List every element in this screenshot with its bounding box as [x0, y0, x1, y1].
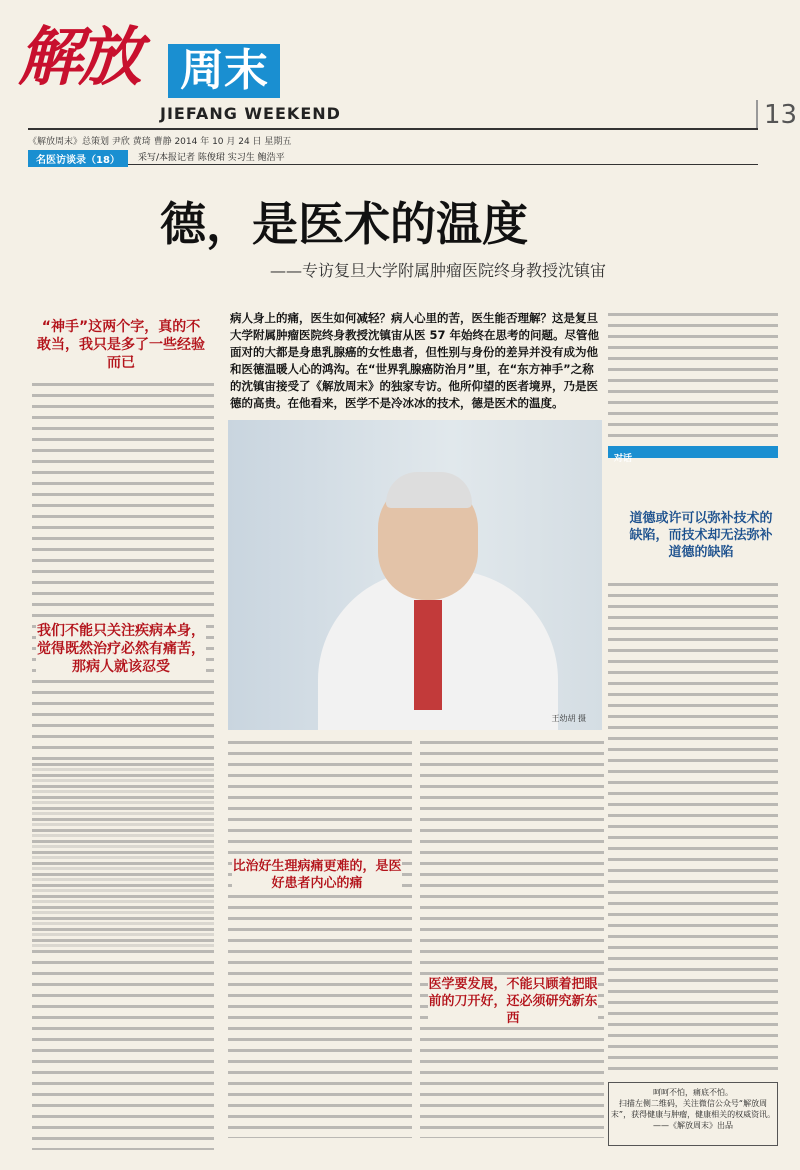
- subheadline: ——专访复旦大学附属肿瘤医院终身教授沈镇宙: [270, 261, 607, 280]
- dialogue-title: 道德或许可以弥补技术的缺陷，而技术却无法弥补道德的缺陷: [629, 511, 773, 560]
- dialogue-tag: [608, 446, 778, 464]
- lead-paragraph: 病人身上的痛，医生如何减轻？病人心里的苦，医生能否理解？这是复旦大学附属肿瘤医院终身教授沈镇宙从医 57 年始终在思考的问题。尽管他面对的大都是身患乳腺癌的女性患者，但性别与身份的差异并没有成为他和医德温暖人心的鸿沟。在“世界乳腺癌防治月”里，在“东方神手”之称的沈镇宙接受了《解放周末》的独家专访。他所仰望的医者境界，乃是医德的高贵。在他看来，医学不是冷冰冰的技术，德是医术的温度。: [230, 311, 600, 410]
- photo-credit: 王幼胡 摄: [551, 714, 586, 723]
- column-tag: 名医访谈录（18）: [28, 150, 128, 167]
- pull-quote-4: 医学要发展，不能只顾着把眼前的刀开好，还必须研究新东西: [428, 977, 598, 1026]
- dialogue-body: [608, 580, 778, 1070]
- promo-line-1: 呵呵不怕，痛底不怕。: [653, 1088, 733, 1097]
- pull-quote-3: 比治好生理病痛更难的，是医好患者内心的痛: [232, 859, 402, 891]
- newspaper-logo: 解放: [18, 20, 138, 95]
- byline: 采写/本报记者 陈俊珺 实习生 鲍浩平: [138, 153, 285, 163]
- column-header: [28, 150, 758, 165]
- dialogue-tag-label: 对话: [614, 454, 633, 464]
- portrait-photo: [228, 420, 602, 730]
- body-column-2: [32, 760, 214, 1150]
- headline: 德，是医术的温度: [160, 197, 528, 251]
- wechat-promo-box: [608, 1082, 778, 1146]
- weekend-english-name: JIEFANG WEEKEND: [160, 104, 341, 123]
- page-number: 13: [756, 100, 797, 130]
- body-column-5: [608, 310, 778, 440]
- promo-line-3: ——《解放周末》出品: [653, 1121, 733, 1130]
- promo-line-2: 扫描左侧二维码，关注微信公众号“解放周末”，获得健康与肿瘤，健康相关的权威资讯。: [610, 1099, 776, 1119]
- pull-quote-2: 我们不能只关注疾病本身，觉得既然治疗必然有痛苦，那病人就该忍受: [37, 623, 205, 675]
- pull-quote-1: “神手”这两个字，真的不敢当，我只是多了一些经验而已: [37, 319, 205, 371]
- body-column-4: [420, 738, 604, 1138]
- weekend-logo: 周末: [168, 44, 280, 98]
- body-column-3: [228, 738, 412, 1138]
- issue-meta: 《解放周末》总策划 尹欣 黄琦 曹静 2014 年 10 月 24 日 星期五: [28, 128, 758, 147]
